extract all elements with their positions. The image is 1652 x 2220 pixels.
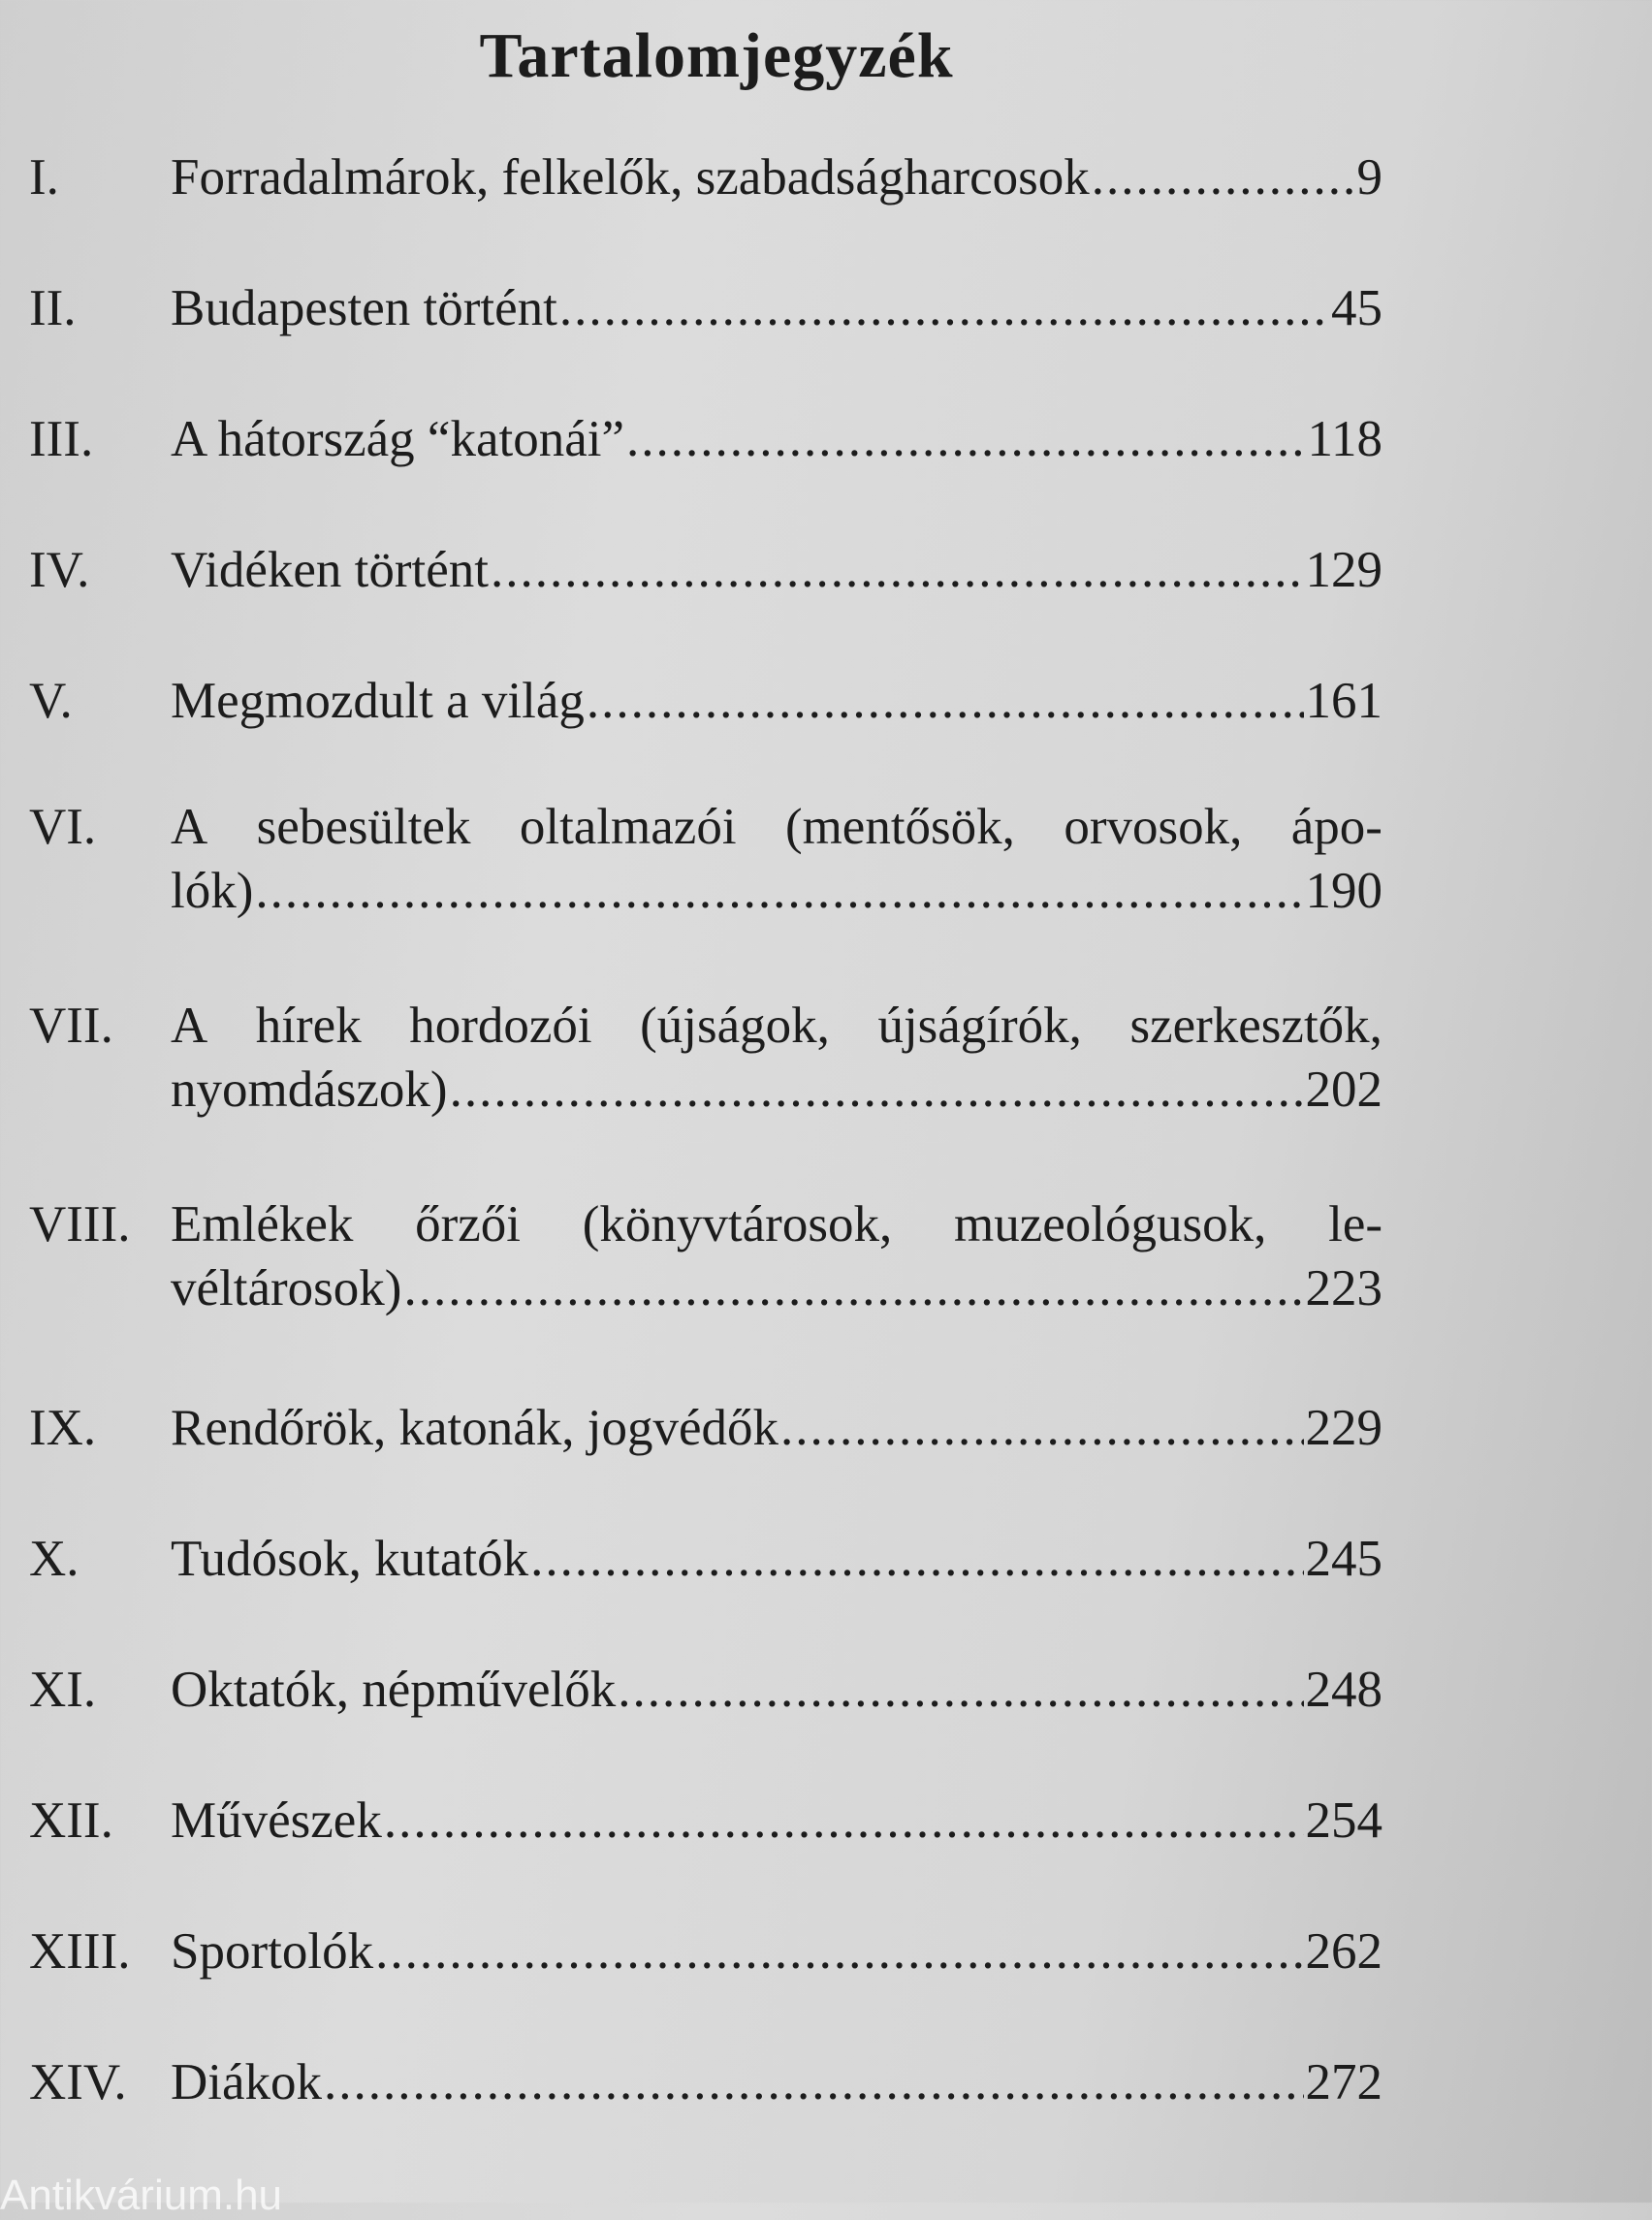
chapter-title-block [171, 538, 1382, 602]
chapter-title-block [171, 2050, 1382, 2114]
chapter-title-block [171, 1527, 1382, 1591]
title-word: sebesültek [256, 799, 471, 855]
page-number: 190 [1305, 863, 1382, 919]
chapter-numeral: X. [29, 1531, 79, 1587]
title-word: (könyvtárosok, [582, 1196, 893, 1253]
title-word: hírek [255, 998, 362, 1054]
chapter-title-block [171, 669, 1382, 733]
watermark-text: Antikvárium.hu [0, 2172, 283, 2219]
title-word: ápo- [1290, 799, 1382, 855]
chapter-title: Diákok [171, 2054, 323, 2110]
chapter-title-block [171, 1789, 1382, 1853]
page-title: Tartalomjegyzék [479, 20, 954, 91]
chapter-title: Vidéken történt [171, 542, 489, 598]
page-number: 254 [1305, 1792, 1382, 1849]
title-word: oltalmazói [519, 799, 737, 855]
chapter-title-block [171, 407, 1382, 471]
chapter-title-line [171, 1192, 1382, 1256]
dot-leader [255, 859, 1303, 923]
dot-leader [403, 1256, 1303, 1320]
chapter-leader-line [171, 145, 1382, 209]
chapter-leader-line [171, 1789, 1382, 1853]
chapter-leader-line [171, 2050, 1382, 2114]
chapter-leader-line [171, 1919, 1382, 1983]
chapter-numeral: III. [29, 411, 94, 467]
chapter-title: Sportolók [171, 1923, 374, 1980]
chapter-title: véltárosok) [171, 1260, 402, 1316]
page-number: 202 [1305, 1062, 1382, 1118]
chapter-numeral: V. [29, 673, 73, 729]
title-word: hordozói [409, 998, 592, 1054]
dot-leader [384, 1789, 1304, 1853]
chapter-title-block [171, 145, 1382, 209]
chapter-leader-line [171, 859, 1382, 923]
chapter-numeral: VIII. [29, 1196, 131, 1253]
dot-leader [491, 538, 1304, 602]
chapter-numeral: I. [29, 149, 59, 206]
title-word: A [171, 998, 208, 1054]
chapter-numeral: VI. [29, 799, 97, 855]
chapter-leader-line [171, 276, 1382, 340]
dot-leader [324, 2050, 1303, 2114]
dot-leader [618, 1658, 1303, 1722]
chapter-title: Oktatók, népművelők [171, 1662, 617, 1718]
chapter-title: Megmozdult a világ [171, 673, 585, 729]
chapter-title: Budapesten történt [171, 280, 557, 336]
chapter-numeral: XIV. [29, 2054, 127, 2110]
page-number: 245 [1305, 1531, 1382, 1587]
chapter-title-block [171, 994, 1382, 1122]
chapter-leader-line [171, 1396, 1382, 1460]
chapter-title: Tudósok, kutatók [171, 1531, 529, 1587]
chapter-title-block [171, 1396, 1382, 1460]
title-word: Emlékek [171, 1196, 354, 1253]
chapter-title: nyomdászok) [171, 1062, 448, 1118]
chapter-title-block [171, 1658, 1382, 1722]
title-word: újságírók, [877, 998, 1082, 1054]
chapter-title-line [171, 795, 1382, 859]
page-number: 229 [1305, 1400, 1382, 1456]
dot-leader [450, 1058, 1304, 1122]
page-number: 262 [1305, 1923, 1382, 1980]
chapter-leader-line [171, 1058, 1382, 1122]
chapter-numeral: II. [29, 280, 77, 336]
chapter-numeral: XIII. [29, 1923, 131, 1980]
page-number: 223 [1305, 1260, 1382, 1316]
chapter-title: Rendőrök, katonák, jogvédők [171, 1400, 779, 1456]
chapter-numeral: XI. [29, 1662, 97, 1718]
chapter-title: Forradalmárok, felkelők, szabadságharcosok [171, 149, 1090, 206]
chapter-leader-line [171, 538, 1382, 602]
title-word: szerkesztők, [1129, 998, 1382, 1054]
chapter-leader-line [171, 669, 1382, 733]
chapter-leader-line [171, 1658, 1382, 1722]
chapter-leader-line [171, 407, 1382, 471]
page-number: 129 [1305, 542, 1382, 598]
page-number: 45 [1331, 280, 1382, 336]
title-word: orvosok, [1064, 799, 1243, 855]
chapter-numeral: IX. [29, 1400, 97, 1456]
chapter-numeral: IV. [29, 542, 90, 598]
chapter-title-block [171, 1192, 1382, 1320]
chapter-numeral: XII. [29, 1792, 113, 1849]
title-word: (mentősök, [784, 799, 1015, 855]
page-number: 272 [1305, 2054, 1382, 2110]
title-word: muzeológusok, [953, 1196, 1267, 1253]
page-number: 9 [1356, 149, 1382, 206]
title-word: le- [1328, 1196, 1382, 1253]
chapter-title-block [171, 1919, 1382, 1983]
title-word: A [171, 799, 208, 855]
chapter-title: lók) [171, 863, 254, 919]
dot-leader [375, 1919, 1303, 1983]
dot-leader [780, 1396, 1303, 1460]
dot-leader [626, 407, 1305, 471]
chapter-title: A hátország “katonái” [171, 411, 624, 467]
chapter-title-block [171, 795, 1382, 923]
dot-leader [587, 669, 1304, 733]
page-number: 248 [1305, 1662, 1382, 1718]
chapter-title-block [171, 276, 1382, 340]
dot-leader [1092, 145, 1355, 209]
chapter-numeral: VII. [29, 998, 113, 1054]
chapter-leader-line [171, 1527, 1382, 1591]
chapter-leader-line [171, 1256, 1382, 1320]
chapter-title: Művészek [171, 1792, 382, 1849]
dot-leader [559, 276, 1329, 340]
title-word: őrzői [415, 1196, 522, 1253]
chapter-title-line [171, 994, 1382, 1058]
page-number: 161 [1305, 673, 1382, 729]
title-word: (újságok, [640, 998, 830, 1054]
page-number: 118 [1307, 411, 1382, 467]
dot-leader [530, 1527, 1303, 1591]
